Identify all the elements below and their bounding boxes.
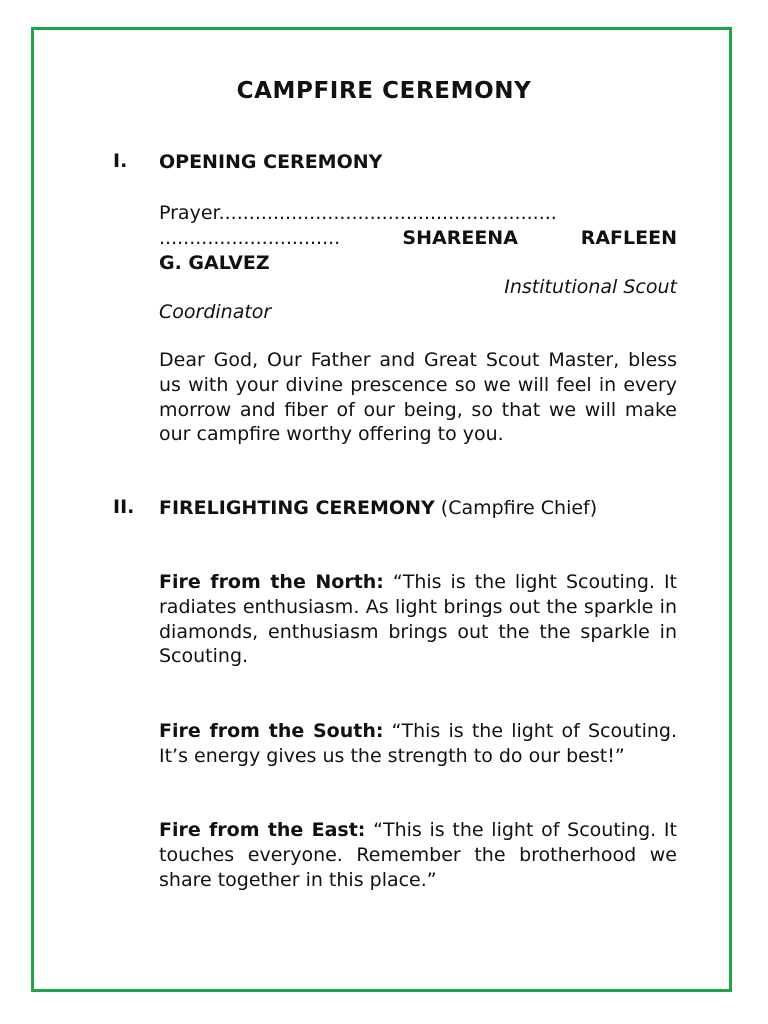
fire-north-paragraph [159, 570, 677, 669]
prayer-line [159, 201, 677, 226]
section-2-numeral: II. [113, 496, 135, 518]
fire-east-paragraph [159, 818, 677, 892]
leader-name-first: SHAREENA RAFLEEN [402, 226, 677, 249]
prayer-block [159, 201, 677, 325]
prayer-dots-2: .............................. [159, 226, 341, 249]
fire-north-label: Fire from the North: [159, 571, 384, 593]
prayer-text: Dear God, Our Father and Great Scout Master, bless us with your divine prescence so we will feel in every morrow and fiber of our being, so that we will make our campfire worthy offering to you. [159, 349, 677, 446]
leader-role-last: Coordinator [159, 301, 272, 324]
fire-east-text: “This is the light of Scouting. It touches everyone. Remember the brotherhood we share together in this place.” [159, 819, 677, 891]
prayer-dots: ........................................................ [218, 202, 557, 224]
fire-south-text: “This is the light of Scouting. It’s energy gives us the strength to do our best!” [159, 720, 678, 767]
fire-south-paragraph [159, 719, 677, 769]
section-2-heading-note: (Campfire Chief) [440, 497, 598, 519]
leader-role-first: Institutional Scout [504, 276, 677, 299]
prayer-label: Prayer [159, 202, 219, 224]
fire-east-label: Fire from the East: [159, 819, 366, 841]
document-title: CAMPFIRE CEREMONY [236, 78, 532, 104]
section-2-heading-block [159, 496, 677, 521]
section-1-numeral: I. [113, 150, 128, 172]
leader-name-last: G. GALVEZ [159, 251, 270, 274]
prayer-leader-line [159, 226, 677, 251]
section-2-heading: FIRELIGHTING CEREMONY [159, 497, 435, 519]
fire-south-label: Fire from the South: [159, 720, 384, 742]
fire-north-text: “This is the light Scouting. It radiates enthusiasm. As light brings out the sparkle in diamonds, enthusiasm brings out the the sparkle in Scouting. [159, 571, 678, 668]
section-1-heading: OPENING CEREMONY [159, 151, 383, 173]
